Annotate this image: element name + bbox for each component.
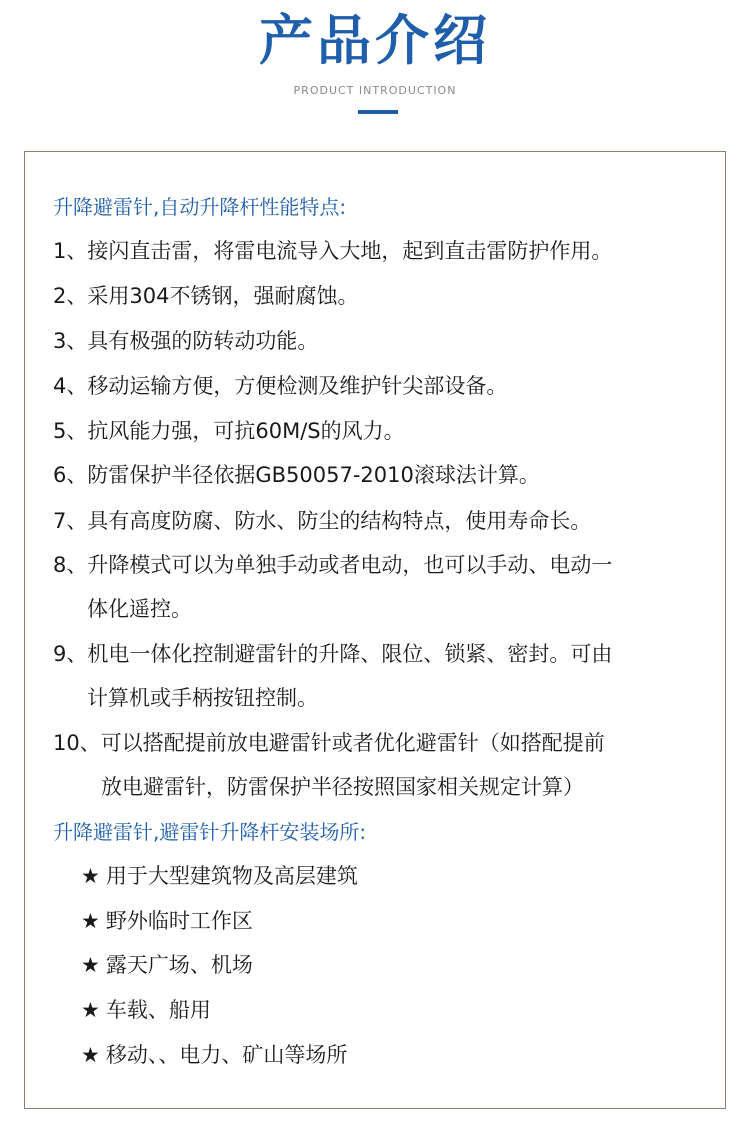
installation-heading: 升降避雷针,避雷针升降杆安装场所: [53, 820, 367, 844]
installation-item-1 [81, 861, 358, 891]
star-icon: ★ [81, 953, 100, 977]
page-header [0, 0, 750, 140]
features-heading: 升降避雷针,自动升降杆性能特点: [53, 195, 347, 219]
feature-item-10: 10、可以搭配提前放电避雷针或者优化避雷针（如搭配提前 [53, 731, 605, 755]
star-icon: ★ [81, 998, 100, 1022]
feature-item-4: 4、移动运输方便，方便检测及维护针尖部设备。 [53, 374, 508, 398]
feature-item-9: 9、机电一体化控制避雷针的升降、限位、锁紧、密封。可由 [53, 642, 613, 666]
installation-item-label: 野外临时工作区 [105, 909, 253, 933]
feature-item-2: 2、采用304不锈钢，强耐腐蚀。 [53, 284, 359, 308]
page-subtitle: PRODUCT INTRODUCTION [293, 84, 457, 97]
feature-item-5: 5、抗风能力强，可抗60M/S的风力。 [53, 419, 405, 443]
feature-item-7: 7、具有高度防腐、防水、防尘的结构特点，使用寿命长。 [53, 509, 592, 533]
content-panel [24, 151, 726, 1109]
page-title: 产品介绍 [259, 9, 491, 72]
installation-item-2 [81, 906, 253, 936]
installation-item-4 [81, 995, 211, 1025]
star-icon: ★ [81, 909, 100, 933]
installation-item-3 [81, 950, 253, 980]
feature-item-8: 8、升降模式可以为单独手动或者电动，也可以手动、电动一 [53, 553, 613, 577]
installation-item-5 [81, 1040, 347, 1070]
feature-item-6: 6、防雷保护半径依据GB50057-2010滚球法计算。 [53, 463, 540, 487]
star-icon: ★ [81, 864, 100, 888]
feature-item-10-continuation: 放电避雷针，防雷保护半径按照国家相关规定计算） [101, 775, 584, 799]
feature-item-3: 3、具有极强的防转动功能。 [53, 329, 319, 353]
title-underline [358, 110, 398, 114]
installation-item-label: 移动、、电力、矿山等场所 [105, 1043, 348, 1067]
feature-item-9-continuation: 计算机或手柄按钮控制。 [87, 686, 318, 710]
star-icon: ★ [81, 1043, 100, 1067]
installation-item-label: 车载、船用 [105, 998, 211, 1022]
installation-item-label: 露天广场、机场 [105, 953, 253, 977]
feature-item-1: 1、接闪直击雷，将雷电流导入大地，起到直击雷防护作用。 [53, 239, 613, 263]
feature-item-8-continuation: 体化遥控。 [87, 597, 192, 621]
installation-item-label: 用于大型建筑物及高层建筑 [105, 864, 358, 888]
